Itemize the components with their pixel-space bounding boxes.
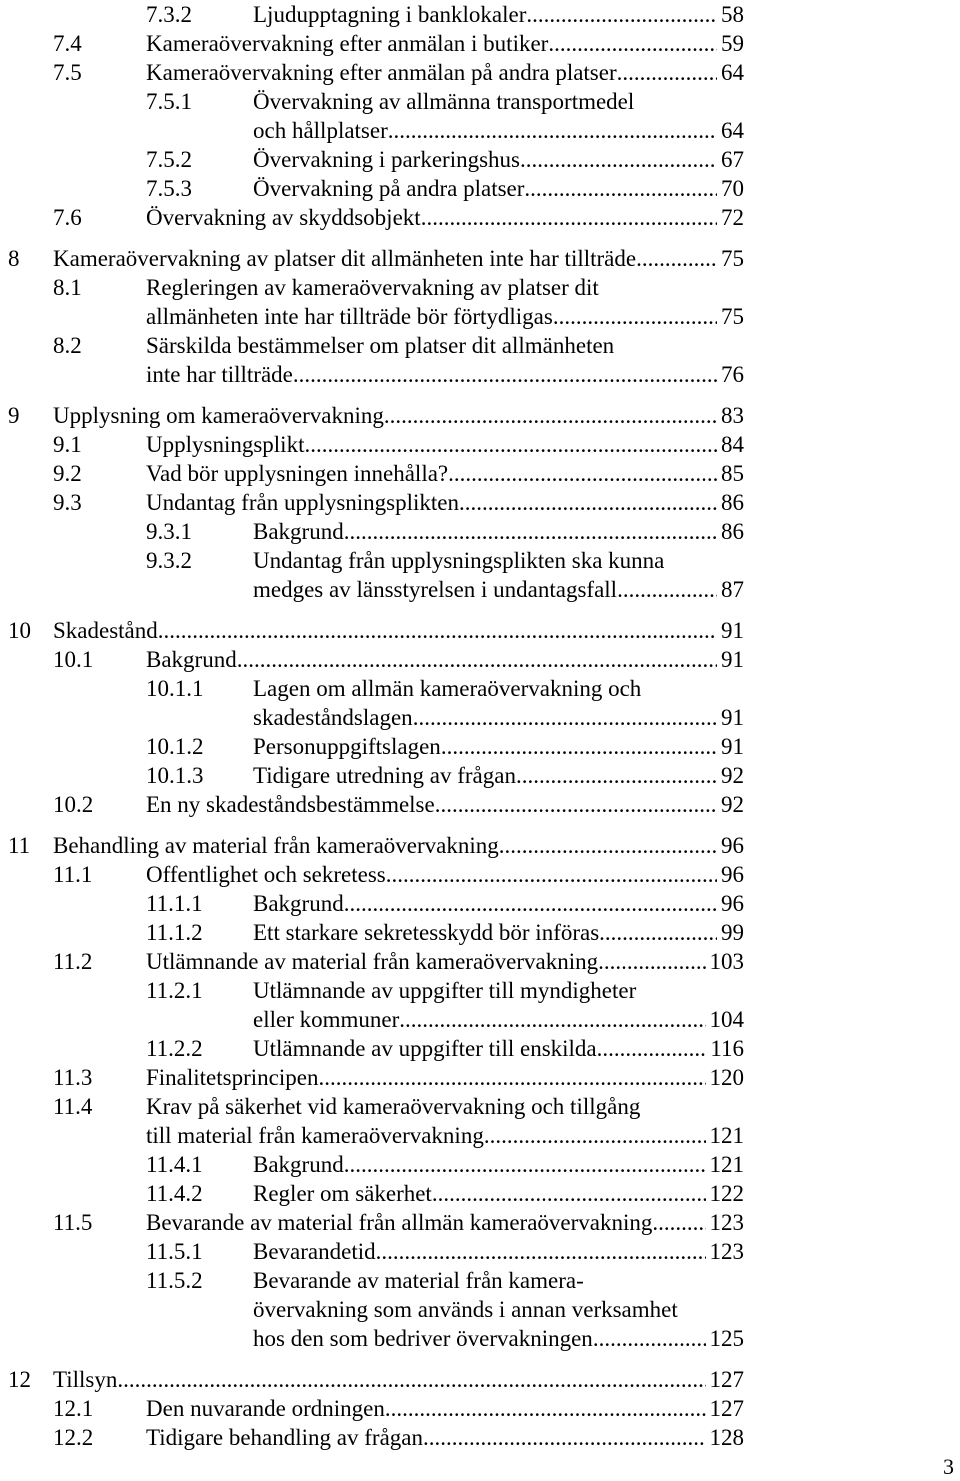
toc-entry-title: Upplysningsplikt: [146, 432, 305, 457]
toc-entry[interactable]: [0, 29, 960, 58]
toc-dot-leader: [376, 1237, 706, 1266]
toc-entry-number: 11.4.2: [146, 1181, 203, 1206]
toc-entry-page: 83: [721, 403, 744, 428]
toc-dot-leader: [441, 732, 717, 761]
toc-entry-number: 12: [8, 1367, 31, 1392]
toc-entry-number: 11.2.2: [146, 1036, 203, 1061]
toc-entry-page: 92: [721, 763, 744, 788]
toc-entry[interactable]: [0, 918, 960, 947]
toc-entry[interactable]: [0, 1208, 960, 1237]
toc-entry-title: Övervakning av allmänna transportmedel: [253, 89, 635, 114]
toc-entry-page: 99: [721, 920, 744, 945]
toc-entry-page: 91: [721, 647, 744, 672]
toc-entry-number: 7.5.1: [146, 89, 192, 114]
toc-entry-page: 76: [721, 362, 744, 387]
toc-entry[interactable]: [0, 761, 960, 790]
toc-entry-page: 123: [709, 1210, 744, 1235]
toc-entry[interactable]: [0, 546, 960, 604]
toc-entry-title: En ny skadeståndsbestämmelse: [146, 792, 435, 817]
toc-entry[interactable]: [0, 947, 960, 976]
toc-entry[interactable]: [0, 1063, 960, 1092]
toc-dot-leader: [237, 645, 717, 674]
toc-entry[interactable]: [0, 401, 960, 430]
toc-entry-number: 10.1.2: [146, 734, 204, 759]
toc-entry-page: 127: [709, 1396, 744, 1421]
toc-entry-page: 103: [709, 949, 744, 974]
toc-dot-leader: [593, 1324, 706, 1353]
toc-entry[interactable]: [0, 203, 960, 232]
toc-entry-page: 59: [721, 31, 744, 56]
toc-entry-page: 92: [721, 792, 744, 817]
toc-entry-title: inte har tillträde: [146, 362, 293, 387]
toc-entry[interactable]: [0, 732, 960, 761]
toc-dot-leader: [432, 1179, 706, 1208]
toc-entry-title: Finalitetsprincipen: [146, 1065, 319, 1090]
toc-entry-page: 64: [721, 118, 744, 143]
toc-dot-leader: [617, 58, 717, 87]
toc-entry-page: 91: [721, 705, 744, 730]
toc-entry-number: 9.2: [53, 461, 82, 486]
toc-entry-number: 12.2: [53, 1425, 94, 1450]
toc-dot-leader: [553, 302, 717, 331]
toc-entry-number: 10.1.3: [146, 763, 204, 788]
toc-entry-title: Bevarande av material från kamera-: [253, 1268, 584, 1293]
toc-entry-number: 11.4.1: [146, 1152, 203, 1177]
toc-dot-leader: [386, 860, 717, 889]
toc-entry-number: 11.5.2: [146, 1268, 203, 1293]
toc-entry[interactable]: [0, 145, 960, 174]
toc-entry-page: 91: [721, 734, 744, 759]
toc-entry-title: skadeståndslagen: [253, 705, 413, 730]
toc-entry-number: 8: [8, 246, 20, 271]
toc-entry-title: allmänheten inte har tillträde bör förtydligas: [146, 304, 553, 329]
toc-dot-leader: [304, 430, 717, 459]
toc-entry[interactable]: [0, 1423, 960, 1452]
toc-entry-title: Övervakning i parkeringshus: [253, 147, 520, 172]
toc-entry-number: 11.1.1: [146, 891, 203, 916]
toc-entry-number: 11: [8, 833, 31, 858]
toc-entry-title: Utlämnande av uppgifter till enskilda: [253, 1036, 597, 1061]
toc-entry-title: och hållplatser: [253, 118, 388, 143]
toc-entry-number: 9.3.1: [146, 519, 192, 544]
toc-dot-leader: [484, 1121, 706, 1150]
toc-entry-title: Övervakning på andra platser: [253, 176, 525, 201]
toc-entry[interactable]: [0, 674, 960, 732]
toc-dot-leader: [117, 1365, 705, 1394]
toc-dot-leader: [399, 1005, 705, 1034]
toc-entry-title: Behandling av material från kameraövervakning: [53, 833, 499, 858]
toc-entry-title: Kameraövervakning efter anmälan på andra platser: [146, 60, 617, 85]
toc-entry-page: 125: [709, 1326, 744, 1351]
toc-dot-leader: [459, 488, 717, 517]
toc-dot-leader: [435, 790, 717, 819]
toc-entry-page: 96: [721, 862, 744, 887]
toc-entry-number: 11.2.1: [146, 978, 203, 1003]
toc-entry-page: 104: [709, 1007, 744, 1032]
toc-entry-title: Vad bör upplysningen innehålla?: [146, 461, 449, 486]
toc-entry-page: 75: [721, 304, 744, 329]
toc-entry-title: Skadestånd: [53, 618, 158, 643]
toc-entry-page: 86: [721, 490, 744, 515]
toc-entry-title: Kameraövervakning efter anmälan i butiker: [146, 31, 549, 56]
toc-dot-leader: [599, 918, 717, 947]
toc-entry-page: 75: [721, 246, 744, 271]
toc-dot-leader: [520, 145, 717, 174]
toc-entry[interactable]: [0, 87, 960, 145]
toc-entry-number: 7.4: [53, 31, 82, 56]
toc-entry-title: Utlämnande av material från kameraövervakning: [146, 949, 599, 974]
toc-dot-leader: [344, 1150, 706, 1179]
toc-entry-page: 84: [721, 432, 744, 457]
toc-entry-title: Lagen om allmän kameraövervakning och: [253, 676, 642, 701]
toc-entry-title: Undantag från upplysningsplikten: [146, 490, 460, 515]
toc-entry-number: 10.1: [53, 647, 94, 672]
toc-dot-leader: [423, 1423, 706, 1452]
toc-entry-title: Upplysning om kameraövervakning: [53, 403, 384, 428]
toc-entry[interactable]: [0, 488, 960, 517]
toc-entry[interactable]: [0, 831, 960, 860]
toc-entry-title: Bevarande av material från allmän kameraövervakning: [146, 1210, 653, 1235]
toc-dot-leader: [598, 947, 705, 976]
toc-entry-number: 8.2: [53, 333, 82, 358]
toc-dot-leader: [652, 1208, 705, 1237]
toc-dot-leader: [448, 459, 717, 488]
toc-entry-number: 7.5.2: [146, 147, 192, 172]
toc-entry[interactable]: [0, 430, 960, 459]
toc-entry[interactable]: [0, 616, 960, 645]
toc-entry-title: hos den som bedriver övervakningen: [253, 1326, 593, 1351]
toc-entry-number: 7.5: [53, 60, 82, 85]
toc-entry-title: Personuppgiftslagen: [253, 734, 441, 759]
toc-entry[interactable]: [0, 58, 960, 87]
toc-dot-leader: [548, 29, 717, 58]
toc-entry-title: medges av länsstyrelsen i undantagsfall: [253, 577, 618, 602]
toc-dot-leader: [636, 244, 717, 273]
toc-entry-number: 12.1: [53, 1396, 94, 1421]
page-number: 3: [943, 1454, 954, 1479]
toc-entry-number: 11.5: [53, 1210, 93, 1235]
toc-entry-number: 9: [8, 403, 20, 428]
toc-entry-title: Särskilda bestämmelser om platser dit allmänheten: [146, 333, 615, 358]
toc-entry-title: övervakning som används i annan verksamhet: [253, 1297, 678, 1322]
toc-entry-title: Utlämnande av uppgifter till myndigheter: [253, 978, 637, 1003]
toc-entry[interactable]: [0, 273, 960, 331]
toc-entry-number: 9.3.2: [146, 548, 192, 573]
toc-entry-title: till material från kameraövervakning: [146, 1123, 484, 1148]
toc-entry-page: 128: [709, 1425, 744, 1450]
toc-entry-title: Övervakning av skyddsobjekt: [146, 205, 421, 230]
toc-entry-page: 58: [721, 2, 744, 27]
toc-dot-leader: [384, 401, 717, 430]
toc-entry[interactable]: [0, 1179, 960, 1208]
toc-entry[interactable]: [0, 517, 960, 546]
toc-entry-number: 7.3.2: [146, 2, 192, 27]
toc-entry-page: 127: [709, 1367, 744, 1392]
toc-entry-number: 11.1.2: [146, 920, 203, 945]
toc-entry[interactable]: [0, 1266, 960, 1353]
toc-entry-title: Bevarandetid: [253, 1239, 376, 1264]
toc-entry[interactable]: [0, 244, 960, 273]
toc-entry-title: eller kommuner: [253, 1007, 400, 1032]
toc-entry[interactable]: [0, 860, 960, 889]
toc-entry[interactable]: [0, 976, 960, 1034]
toc-entry-number: 7.6: [53, 205, 82, 230]
toc-entry-title: Undantag från upplysningsplikten ska kunna: [253, 548, 665, 573]
toc-entry-page: 96: [721, 891, 744, 916]
toc-entry[interactable]: [0, 1034, 960, 1063]
toc-entry-title: Den nuvarande ordningen: [146, 1396, 385, 1421]
toc-entry-page: 86: [721, 519, 744, 544]
toc-entry-title: Ett starkare sekretesskydd bör införas: [253, 920, 600, 945]
toc-dot-leader: [524, 174, 717, 203]
toc-entry-page: 85: [721, 461, 744, 486]
toc-entry-title: Regleringen av kameraövervakning av platser dit: [146, 275, 599, 300]
toc-entry-number: 7.5.3: [146, 176, 192, 201]
toc-entry[interactable]: [0, 0, 960, 29]
toc-entry-number: 8.1: [53, 275, 82, 300]
toc-entry-number: 11.3: [53, 1065, 93, 1090]
toc-entry[interactable]: [0, 174, 960, 203]
toc-entry-title: Tidigare behandling av frågan: [146, 1425, 423, 1450]
toc-entry[interactable]: [0, 645, 960, 674]
toc-entry-title: Ljudupptagning i banklokaler: [253, 2, 527, 27]
toc-entry-title: Offentlighet och sekretess: [146, 862, 386, 887]
toc-entry-page: 67: [721, 147, 744, 172]
toc-dot-leader: [158, 616, 717, 645]
toc-entry-title: Kameraövervakning av platser dit allmänheten inte har tillträde: [53, 246, 637, 271]
toc-entry[interactable]: [0, 1365, 960, 1394]
toc-entry-number: 10: [8, 618, 31, 643]
toc-entry-number: 11.1: [53, 862, 93, 887]
toc-entry-title: Tidigare utredning av frågan: [253, 763, 516, 788]
toc-entry-number: 10.1.1: [146, 676, 204, 701]
toc-dot-leader: [499, 831, 717, 860]
toc-entry-page: 121: [709, 1152, 744, 1177]
toc-entry-page: 116: [710, 1036, 744, 1061]
toc-entry-page: 123: [709, 1239, 744, 1264]
toc-dot-leader: [388, 116, 717, 145]
toc-entry-page: 64: [721, 60, 744, 85]
toc-entry-title: Bakgrund: [253, 891, 344, 916]
toc-entry-page: 72: [721, 205, 744, 230]
toc-entry[interactable]: [0, 790, 960, 819]
toc-dot-leader: [516, 761, 717, 790]
toc-entry-page: 87: [721, 577, 744, 602]
toc-dot-leader: [617, 575, 717, 604]
toc-entry-title: Krav på säkerhet vid kameraövervakning och tillgång: [146, 1094, 641, 1119]
toc-dot-leader: [293, 360, 717, 389]
toc-entry-number: 9.1: [53, 432, 82, 457]
toc-entry[interactable]: [0, 889, 960, 918]
toc-entry-number: 11.4: [53, 1094, 93, 1119]
toc-entry[interactable]: [0, 1394, 960, 1423]
toc-dot-leader: [526, 0, 717, 29]
toc-entry-page: 122: [709, 1181, 744, 1206]
toc-entry-number: 11.5.1: [146, 1239, 203, 1264]
toc-entry-page: 96: [721, 833, 744, 858]
toc-entry-title: Bakgrund: [253, 519, 344, 544]
toc-entry-number: 9.3: [53, 490, 82, 515]
toc-entry-number: 11.2: [53, 949, 93, 974]
toc-entry-title: Tillsyn: [53, 1367, 118, 1392]
toc-entry-page: 121: [709, 1123, 744, 1148]
toc-entry-title: Bakgrund: [253, 1152, 344, 1177]
toc-dot-leader: [318, 1063, 705, 1092]
toc-entry[interactable]: [0, 459, 960, 488]
toc-entry-page: 70: [721, 176, 744, 201]
toc-dot-leader: [421, 203, 717, 232]
toc-entry[interactable]: [0, 1150, 960, 1179]
toc-entry-page: 91: [721, 618, 744, 643]
toc-entry-title: Regler om säkerhet: [253, 1181, 432, 1206]
toc-dot-leader: [385, 1394, 706, 1423]
toc-entry-number: 10.2: [53, 792, 94, 817]
toc-dot-leader: [344, 889, 717, 918]
toc-entry[interactable]: [0, 1237, 960, 1266]
toc-dot-leader: [344, 517, 717, 546]
toc-dot-leader: [597, 1034, 707, 1063]
toc-entry[interactable]: [0, 331, 960, 389]
toc-entry[interactable]: [0, 1092, 960, 1150]
toc-entry-title: Bakgrund: [146, 647, 237, 672]
toc-dot-leader: [413, 703, 717, 732]
toc-entry-page: 120: [709, 1065, 744, 1090]
